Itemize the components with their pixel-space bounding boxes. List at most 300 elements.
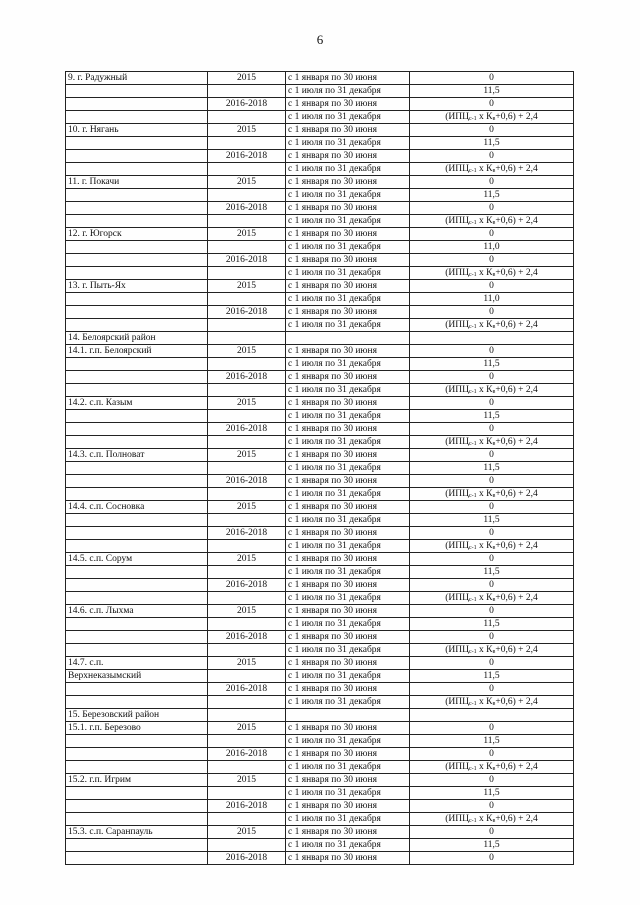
period-cell: с 1 июля по 31 декабря: [286, 462, 410, 475]
value-cell: 0: [410, 657, 574, 670]
table-row: [66, 566, 574, 579]
formula-subscript: в: [492, 545, 496, 551]
table-row: [66, 787, 574, 800]
value-cell: 0: [410, 124, 574, 137]
period-cell: с 1 января по 30 июня: [286, 657, 410, 670]
year-cell: 2016-2018: [208, 254, 286, 267]
formula-subscript: с-1: [469, 766, 477, 772]
year-cell: [208, 592, 286, 605]
formula-subscript: в: [492, 389, 496, 395]
formula-part: +0,6) + 2,4: [495, 216, 538, 226]
municipality-cell: 15.2. г.п. Игрим: [66, 774, 208, 787]
value-cell: 11,5: [410, 137, 574, 150]
table-row: [66, 189, 574, 202]
table-row: [66, 462, 574, 475]
formula-cell: [410, 592, 574, 605]
value-cell: 11,5: [410, 462, 574, 475]
table-row: [66, 410, 574, 423]
year-cell: [208, 696, 286, 709]
period-cell: с 1 июля по 31 декабря: [286, 384, 410, 397]
value-cell: 0: [410, 826, 574, 839]
table-row: [66, 98, 574, 111]
municipality-cell: 14.7. с.п.: [66, 657, 208, 670]
table-row: [66, 761, 574, 774]
period-cell: с 1 июля по 31 декабря: [286, 215, 410, 228]
formula-subscript: в: [492, 272, 496, 278]
formula-part: x К: [476, 697, 493, 707]
formula-part: (ИПЦ: [445, 593, 469, 603]
formula-part: +0,6) + 2,4: [495, 814, 538, 824]
year-cell: [208, 813, 286, 826]
formula-subscript: с-1: [469, 324, 477, 330]
table-row: [66, 267, 574, 280]
period-cell: с 1 января по 30 июня: [286, 683, 410, 696]
municipality-cell: [66, 488, 208, 501]
municipality-cell: [66, 215, 208, 228]
municipality-cell: [66, 137, 208, 150]
period-cell: с 1 января по 30 июня: [286, 98, 410, 111]
year-cell: [208, 215, 286, 228]
year-cell: 2015: [208, 657, 286, 670]
formula-subscript: в: [492, 116, 496, 122]
municipality-cell: [66, 514, 208, 527]
formula-subscript: в: [492, 766, 496, 772]
period-cell: с 1 января по 30 июня: [286, 228, 410, 241]
year-cell: [208, 332, 286, 345]
formula-part: (ИПЦ: [445, 268, 469, 278]
year-cell: [208, 358, 286, 371]
municipality-cell: [66, 410, 208, 423]
municipality-cell: 15.3. с.п. Саранпауль: [66, 826, 208, 839]
formula-subscript: с-1: [469, 701, 477, 707]
year-cell: 2015: [208, 826, 286, 839]
year-cell: 2016-2018: [208, 631, 286, 644]
formula-part: +0,6) + 2,4: [495, 320, 538, 330]
municipality-cell: [66, 254, 208, 267]
period-cell: с 1 января по 30 июня: [286, 371, 410, 384]
municipality-cell: [66, 423, 208, 436]
table-row: [66, 657, 574, 670]
year-cell: 2015: [208, 553, 286, 566]
year-cell: 2015: [208, 501, 286, 514]
period-cell: [286, 709, 410, 722]
table-row: [66, 150, 574, 163]
year-cell: 2016-2018: [208, 423, 286, 436]
year-cell: 2016-2018: [208, 475, 286, 488]
formula-subscript: в: [492, 168, 496, 174]
municipality-cell: [66, 202, 208, 215]
table-row: [66, 371, 574, 384]
year-cell: [208, 761, 286, 774]
period-cell: с 1 января по 30 июня: [286, 423, 410, 436]
value-cell: 0: [410, 150, 574, 163]
value-cell: 11,5: [410, 514, 574, 527]
period-cell: с 1 июля по 31 декабря: [286, 839, 410, 852]
formula-cell: [410, 163, 574, 176]
year-cell: [208, 85, 286, 98]
period-cell: с 1 января по 30 июня: [286, 345, 410, 358]
formula-part: +0,6) + 2,4: [495, 385, 538, 395]
year-cell: [208, 267, 286, 280]
period-cell: с 1 января по 30 июня: [286, 852, 410, 865]
period-cell: с 1 января по 30 июня: [286, 631, 410, 644]
period-cell: с 1 января по 30 июня: [286, 449, 410, 462]
year-cell: 2016-2018: [208, 150, 286, 163]
period-cell: с 1 июля по 31 декабря: [286, 488, 410, 501]
period-cell: с 1 июля по 31 декабря: [286, 618, 410, 631]
period-cell: с 1 января по 30 июня: [286, 748, 410, 761]
value-cell: 11,0: [410, 293, 574, 306]
municipality-cell: 14.2. с.п. Казым: [66, 397, 208, 410]
formula-part: x К: [476, 593, 493, 603]
value-cell: 11,5: [410, 85, 574, 98]
municipality-cell: [66, 527, 208, 540]
value-cell: 11,0: [410, 241, 574, 254]
period-cell: с 1 января по 30 июня: [286, 527, 410, 540]
formula-subscript: с-1: [469, 116, 477, 122]
formula-cell: [410, 384, 574, 397]
period-cell: с 1 января по 30 июня: [286, 124, 410, 137]
period-cell: с 1 июля по 31 декабря: [286, 813, 410, 826]
period-cell: с 1 января по 30 июня: [286, 475, 410, 488]
period-cell: с 1 января по 30 июня: [286, 176, 410, 189]
formula-cell: [410, 436, 574, 449]
year-cell: [208, 618, 286, 631]
year-cell: [208, 644, 286, 657]
value-cell: 0: [410, 72, 574, 85]
municipality-cell: [66, 358, 208, 371]
value-cell: 11,5: [410, 787, 574, 800]
formula-part: x К: [476, 489, 493, 499]
municipality-cell: [66, 163, 208, 176]
year-cell: 2016-2018: [208, 202, 286, 215]
formula-part: (ИПЦ: [445, 762, 469, 772]
municipality-cell: 14.6. с.п. Лыхма: [66, 605, 208, 618]
formula-part: (ИПЦ: [445, 437, 469, 447]
municipality-cell: [66, 85, 208, 98]
value-cell: 0: [410, 280, 574, 293]
value-cell: 0: [410, 228, 574, 241]
table-row: [66, 605, 574, 618]
period-cell: с 1 июля по 31 декабря: [286, 592, 410, 605]
formula-part: x К: [476, 541, 493, 551]
table-row: [66, 202, 574, 215]
period-cell: с 1 января по 30 июня: [286, 722, 410, 735]
table-row: [66, 618, 574, 631]
table-row: [66, 280, 574, 293]
formula-part: +0,6) + 2,4: [495, 164, 538, 174]
table-row: [66, 137, 574, 150]
period-cell: с 1 июля по 31 декабря: [286, 410, 410, 423]
value-cell: 0: [410, 501, 574, 514]
formula-subscript: в: [492, 324, 496, 330]
municipality-cell: [66, 696, 208, 709]
value-cell: 0: [410, 748, 574, 761]
period-cell: с 1 июля по 31 декабря: [286, 735, 410, 748]
table-row: [66, 839, 574, 852]
value-cell: 0: [410, 683, 574, 696]
municipality-cell: 14.5. с.п. Сорум: [66, 553, 208, 566]
municipality-cell: [66, 111, 208, 124]
municipality-cell: [66, 852, 208, 865]
table-row: [66, 345, 574, 358]
value-cell: [410, 332, 574, 345]
period-cell: с 1 июля по 31 декабря: [286, 670, 410, 683]
year-cell: 2016-2018: [208, 748, 286, 761]
table-row: [66, 813, 574, 826]
formula-part: x К: [476, 385, 493, 395]
table-row: [66, 332, 574, 345]
municipality-cell: [66, 748, 208, 761]
table-row: [66, 449, 574, 462]
municipality-cell: [66, 462, 208, 475]
table-row: [66, 592, 574, 605]
year-cell: [208, 189, 286, 202]
year-cell: [208, 293, 286, 306]
year-cell: [208, 137, 286, 150]
year-cell: 2015: [208, 124, 286, 137]
period-cell: с 1 июля по 31 декабря: [286, 293, 410, 306]
municipality-cell: [66, 644, 208, 657]
value-cell: 0: [410, 98, 574, 111]
municipality-cell: 9. г. Радужный: [66, 72, 208, 85]
year-cell: [208, 319, 286, 332]
formula-cell: [410, 761, 574, 774]
tariff-table: [65, 71, 574, 865]
table-row: [66, 423, 574, 436]
formula-part: +0,6) + 2,4: [495, 541, 538, 551]
formula-subscript: с-1: [469, 168, 477, 174]
table-row: [66, 774, 574, 787]
period-cell: с 1 июля по 31 декабря: [286, 163, 410, 176]
value-cell: 0: [410, 527, 574, 540]
value-cell: 0: [410, 579, 574, 592]
formula-part: (ИПЦ: [445, 814, 469, 824]
year-cell: [208, 436, 286, 449]
period-cell: с 1 июля по 31 декабря: [286, 267, 410, 280]
period-cell: с 1 января по 30 июня: [286, 605, 410, 618]
period-cell: с 1 июля по 31 декабря: [286, 644, 410, 657]
formula-part: +0,6) + 2,4: [495, 593, 538, 603]
municipality-cell: 12. г. Югорск: [66, 228, 208, 241]
formula-part: x К: [476, 112, 493, 122]
municipality-cell: [66, 631, 208, 644]
formula-cell: [410, 319, 574, 332]
municipality-cell: [66, 150, 208, 163]
year-cell: [208, 709, 286, 722]
municipality-cell: 14.1. г.п. Белоярский: [66, 345, 208, 358]
formula-part: +0,6) + 2,4: [495, 697, 538, 707]
year-cell: 2016-2018: [208, 683, 286, 696]
year-cell: [208, 787, 286, 800]
period-cell: с 1 июля по 31 декабря: [286, 319, 410, 332]
period-cell: с 1 января по 30 июня: [286, 397, 410, 410]
value-cell: 11,5: [410, 839, 574, 852]
period-cell: с 1 июля по 31 декабря: [286, 358, 410, 371]
period-cell: с 1 января по 30 июня: [286, 553, 410, 566]
table-row: [66, 85, 574, 98]
year-cell: 2015: [208, 72, 286, 85]
value-cell: 0: [410, 371, 574, 384]
municipality-cell: [66, 306, 208, 319]
period-cell: с 1 июля по 31 декабря: [286, 436, 410, 449]
year-cell: 2016-2018: [208, 371, 286, 384]
municipality-cell: [66, 566, 208, 579]
municipality-cell: [66, 579, 208, 592]
formula-cell: [410, 696, 574, 709]
municipality-cell: 14. Белоярский район: [66, 332, 208, 345]
formula-subscript: с-1: [469, 389, 477, 395]
table-row: [66, 163, 574, 176]
period-cell: с 1 июля по 31 декабря: [286, 137, 410, 150]
tariff-table-body: [66, 72, 574, 865]
table-row: [66, 293, 574, 306]
municipality-cell: 14.3. с.п. Полноват: [66, 449, 208, 462]
table-row: [66, 319, 574, 332]
table-row: [66, 176, 574, 189]
year-cell: 2015: [208, 397, 286, 410]
formula-part: +0,6) + 2,4: [495, 762, 538, 772]
value-cell: 11,5: [410, 358, 574, 371]
municipality-cell: [66, 540, 208, 553]
municipality-cell: [66, 813, 208, 826]
formula-part: (ИПЦ: [445, 320, 469, 330]
value-cell: 11,5: [410, 410, 574, 423]
year-cell: [208, 670, 286, 683]
value-cell: 0: [410, 852, 574, 865]
year-cell: [208, 488, 286, 501]
formula-subscript: в: [492, 597, 496, 603]
table-row: [66, 397, 574, 410]
municipality-cell: [66, 475, 208, 488]
table-row: [66, 306, 574, 319]
formula-subscript: с-1: [469, 441, 477, 447]
year-cell: 2016-2018: [208, 306, 286, 319]
municipality-cell: [66, 436, 208, 449]
value-cell: 0: [410, 605, 574, 618]
municipality-cell: 15. Березовский район: [66, 709, 208, 722]
municipality-cell: 13. г. Пыть-Ях: [66, 280, 208, 293]
table-row: [66, 111, 574, 124]
year-cell: [208, 384, 286, 397]
municipality-cell: 10. г. Нягань: [66, 124, 208, 137]
table-row: [66, 384, 574, 397]
year-cell: [208, 514, 286, 527]
formula-part: (ИПЦ: [445, 164, 469, 174]
table-row: [66, 501, 574, 514]
value-cell: 0: [410, 800, 574, 813]
year-cell: 2016-2018: [208, 527, 286, 540]
formula-subscript: с-1: [469, 220, 477, 226]
formula-part: x К: [476, 164, 493, 174]
period-cell: с 1 января по 30 июня: [286, 306, 410, 319]
value-cell: 0: [410, 345, 574, 358]
value-cell: 0: [410, 774, 574, 787]
value-cell: 0: [410, 553, 574, 566]
year-cell: 2016-2018: [208, 800, 286, 813]
value-cell: 11,5: [410, 566, 574, 579]
formula-subscript: с-1: [469, 545, 477, 551]
table-row: [66, 579, 574, 592]
table-row: [66, 514, 574, 527]
municipality-cell: 14.4. с.п. Сосновка: [66, 501, 208, 514]
period-cell: с 1 января по 30 июня: [286, 72, 410, 85]
table-row: [66, 72, 574, 85]
period-cell: с 1 июля по 31 декабря: [286, 696, 410, 709]
formula-subscript: в: [492, 649, 496, 655]
formula-subscript: с-1: [469, 597, 477, 603]
formula-part: x К: [476, 762, 493, 772]
year-cell: 2015: [208, 176, 286, 189]
table-row: [66, 748, 574, 761]
formula-subscript: в: [492, 493, 496, 499]
table-row: [66, 800, 574, 813]
value-cell: 11,5: [410, 618, 574, 631]
value-cell: 0: [410, 306, 574, 319]
value-cell: 11,5: [410, 189, 574, 202]
municipality-cell: [66, 241, 208, 254]
period-cell: с 1 июля по 31 декабря: [286, 189, 410, 202]
formula-part: +0,6) + 2,4: [495, 489, 538, 499]
year-cell: [208, 735, 286, 748]
year-cell: [208, 566, 286, 579]
period-cell: с 1 января по 30 июня: [286, 150, 410, 163]
value-cell: 0: [410, 475, 574, 488]
value-cell: 0: [410, 449, 574, 462]
municipality-cell: [66, 371, 208, 384]
formula-subscript: с-1: [469, 493, 477, 499]
formula-part: (ИПЦ: [445, 489, 469, 499]
year-cell: [208, 839, 286, 852]
value-cell: 11,5: [410, 735, 574, 748]
municipality-cell: [66, 761, 208, 774]
formula-subscript: с-1: [469, 272, 477, 278]
period-cell: с 1 января по 30 июня: [286, 826, 410, 839]
formula-part: x К: [476, 268, 493, 278]
municipality-cell: Верхнеказымский: [66, 670, 208, 683]
municipality-cell: [66, 787, 208, 800]
table-row: [66, 540, 574, 553]
year-cell: 2015: [208, 605, 286, 618]
year-cell: 2015: [208, 774, 286, 787]
formula-cell: [410, 644, 574, 657]
table-row: [66, 436, 574, 449]
year-cell: [208, 540, 286, 553]
municipality-cell: 15.1. г.п. Березово: [66, 722, 208, 735]
period-cell: с 1 июля по 31 декабря: [286, 111, 410, 124]
page-number: 6: [316, 32, 324, 47]
table-row: [66, 631, 574, 644]
period-cell: с 1 января по 30 июня: [286, 774, 410, 787]
value-cell: 0: [410, 202, 574, 215]
table-row: [66, 852, 574, 865]
municipality-cell: [66, 189, 208, 202]
year-cell: 2015: [208, 228, 286, 241]
formula-subscript: в: [492, 220, 496, 226]
table-row: [66, 488, 574, 501]
value-cell: 0: [410, 423, 574, 436]
formula-subscript: с-1: [469, 649, 477, 655]
table-row: [66, 683, 574, 696]
table-row: [66, 358, 574, 371]
table-row: [66, 241, 574, 254]
formula-part: +0,6) + 2,4: [495, 437, 538, 447]
table-row: [66, 215, 574, 228]
table-row: [66, 124, 574, 137]
formula-part: (ИПЦ: [445, 697, 469, 707]
value-cell: 0: [410, 722, 574, 735]
formula-part: (ИПЦ: [445, 645, 469, 655]
